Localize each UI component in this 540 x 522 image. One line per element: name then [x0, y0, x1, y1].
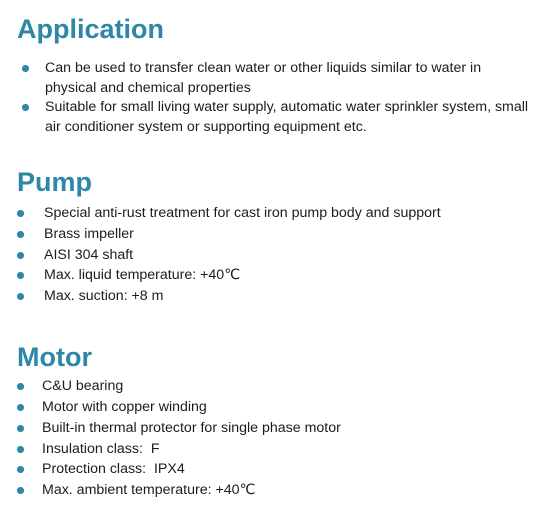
- bullet-icon: [22, 65, 29, 72]
- bullet-icon: [17, 272, 24, 279]
- pump-item-1-text: Special anti-rust treatment for cast iron pump body and support: [44, 205, 441, 221]
- pump-item-4: [0, 265, 540, 285]
- pump-item-2-text: Brass impeller: [44, 226, 134, 242]
- bullet-icon: [17, 425, 24, 432]
- pump-item-2: [0, 224, 540, 244]
- motor-item-5-text: Protection class: IPX4: [42, 461, 185, 477]
- application-item-1-text: Can be used to transfer clean water or other liquids similar to water in physical and chemical properties: [45, 60, 482, 96]
- application-heading: Application: [17, 14, 164, 44]
- pump-item-3: [0, 245, 540, 265]
- motor-item-6-text: Max. ambient temperature: +40℃: [42, 482, 256, 498]
- bullet-icon: [17, 466, 24, 473]
- motor-item-5: [0, 459, 540, 479]
- bullet-icon: [17, 293, 24, 300]
- motor-item-2: [0, 397, 540, 417]
- motor-item-6: [0, 480, 540, 500]
- bullet-icon: [17, 252, 24, 259]
- pump-item-5-text: Max. suction: +8 m: [44, 288, 164, 304]
- motor-item-3-text: Built-in thermal protector for single phase motor: [42, 420, 341, 436]
- application-item-2: [0, 97, 540, 137]
- bullet-icon: [17, 210, 24, 217]
- pump-item-5: [0, 286, 540, 306]
- pump-item-1: [0, 203, 540, 223]
- motor-item-1: [0, 376, 540, 396]
- motor-item-2-text: Motor with copper winding: [42, 399, 207, 415]
- bullet-icon: [17, 404, 24, 411]
- pump-item-4-text: Max. liquid temperature: +40℃: [44, 267, 241, 283]
- bullet-icon: [17, 487, 24, 494]
- bullet-icon: [17, 446, 24, 453]
- motor-item-4-text: Insulation class: F: [42, 441, 160, 457]
- bullet-icon: [17, 231, 24, 238]
- bullet-icon: [17, 383, 24, 390]
- application-item-2-text: Suitable for small living water supply, automatic water sprinkler system, small air conditioner system or supporting equipment etc.: [45, 99, 529, 135]
- motor-item-4: [0, 439, 540, 459]
- bullet-icon: [22, 104, 29, 111]
- motor-item-1-text: C&U bearing: [42, 378, 124, 394]
- pump-heading: Pump: [17, 167, 93, 197]
- motor-heading: Motor: [17, 342, 92, 372]
- pump-item-3-text: AISI 304 shaft: [44, 247, 134, 263]
- motor-item-3: [0, 418, 540, 438]
- application-item-1: [0, 58, 540, 98]
